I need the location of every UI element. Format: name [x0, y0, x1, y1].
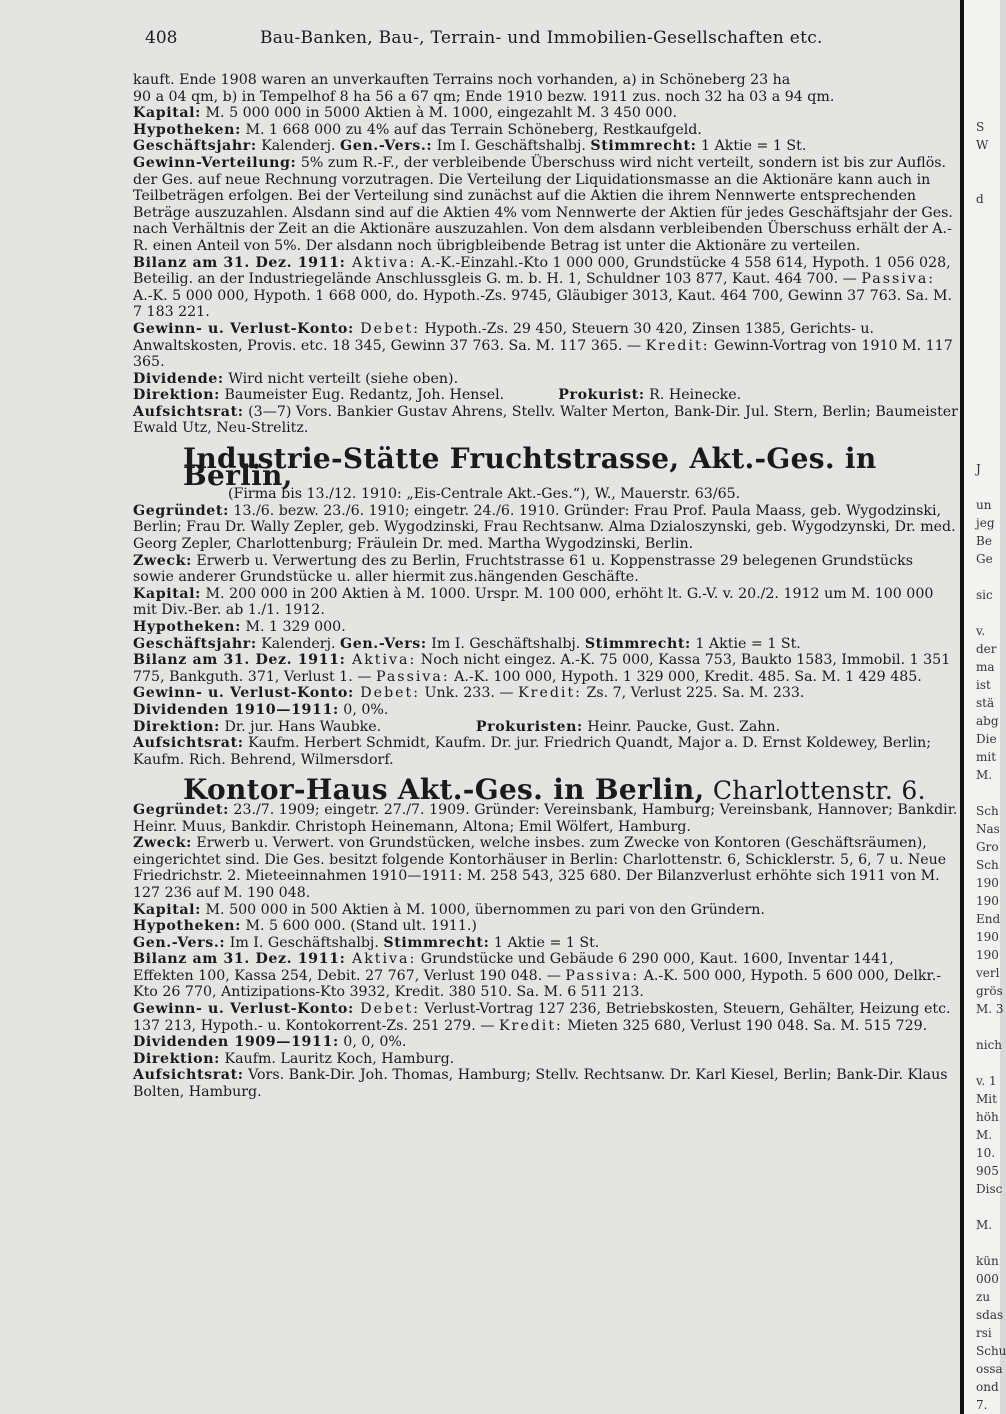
s1-direktion: Direktion: Dr. jur. Hans Waubke. Prokuristen: Heinr. Paucke, Gust. Zahn. — [133, 718, 781, 735]
margin-fragment — [970, 478, 1000, 496]
s1-bilanz: Bilanz am 31. Dez. 1911: Aktiva: Noch nicht eingez. A.-K. 75 000, Kassa 753, Baukto 1583, Immobil. 1 351 775, Bankguth. 371, Verlust 1. — Passiva: A.-K. 100 000, Hypoth. 1 329 000, Kredit. 485. Sa. M. 1 429 485. — [133, 652, 951, 685]
margin-fragment — [970, 262, 1000, 280]
margin-fragment — [970, 370, 1000, 388]
margin-fragment: nich — [976, 1038, 1003, 1052]
margin-fragment: M. — [976, 768, 993, 782]
margin-fragment: mit — [976, 750, 997, 764]
margin-fragment: sic — [976, 588, 993, 602]
prev-kapital: Kapital: M. 5 000 000 in 5000 Aktien à M. 1000, eingezahlt M. 3 450 000. — [133, 105, 677, 122]
margin-fragment: rsi — [976, 1326, 992, 1340]
margin-fragment: ossa — [976, 1362, 1003, 1376]
margin-fragment — [970, 424, 1000, 442]
margin-fragment: jeg — [976, 516, 995, 530]
margin-fragment: zu — [976, 1290, 991, 1304]
s1-kapital: Kapital: M. 200 000 in 200 Aktien à M. 1000. Urspr. M. 100 000, erhöht lt. G.-V. v. 20./2. 1912 um M. 100 000 mit Div.-Ber. ab 1./1. 1912. — [133, 585, 934, 619]
margin-fragment: Die — [976, 732, 997, 746]
margin-fragment: 000 — [976, 1272, 999, 1286]
margin-fragment — [970, 154, 1000, 172]
margin-fragment: ma — [976, 660, 995, 674]
prev-aufsichtsrat: Aufsichtsrat: (3—7) Vors. Bankier Gustav Ahrens, Stellv. Walter Merton, Bank-Dir. Jul. Stern, Berlin; Baumeister Ewald Utz, Neu-Strelitz. — [133, 403, 958, 437]
margin-fragment: Mit — [976, 1092, 997, 1106]
s1-firma: (Firma bis 13./12. 1910: „Eis-Centrale Akt.-Ges.“), W., Mauerstr. 63/65. — [228, 486, 741, 503]
margin-fragment: 190 — [976, 876, 999, 890]
margin-fragment: 190 — [976, 894, 999, 908]
s1-dividenden: Dividenden 1910—1911: 0, 0%. — [133, 701, 389, 718]
margin-fragment: 905 — [976, 1164, 999, 1178]
margin-fragment: Gro — [976, 840, 999, 854]
margin-fragment: ist — [976, 678, 991, 692]
margin-fragment: grös — [976, 984, 1003, 998]
prev-line-1: kauft. Ende 1908 waren an unverkauften Terrains noch vorhanden, a) in Schöneberg 23 ha — [133, 72, 791, 88]
margin-fragment — [970, 1234, 1000, 1252]
margin-fragment: W — [976, 138, 989, 152]
margin-fragment — [970, 226, 1000, 244]
section-title-kontor-haus: Kontor-Haus Akt.-Ges. in Berlin, Charlottenstr. 6. — [183, 773, 926, 807]
margin-fragment: 190 — [976, 948, 999, 962]
prev-line-2: 90 a 04 qm, b) in Tempelhof 8 ha 56 a 67 qm; Ende 1910 bezw. 1911 zus. noch 32 ha 03 a 94 qm. — [133, 88, 835, 105]
margin-fragment: Sch — [976, 858, 999, 872]
margin-fragment: d — [976, 192, 984, 206]
margin-fragment: Ge — [976, 552, 993, 566]
s2-zweck: Zweck: Erwerb u. Verwert. von Grundstücken, welche insbes. zum Zwecke von Kontoren (Geschäftsräumen), eingerichtet sind. Die Ges. besitzt folgende Kontorhäuser in Berlin: Charlottenstr. 6, Schicklerstr. 5, 6, 7 u. Neue Friedrichstr. 2. Mieteeinnahmen 1910—1911: M. 258 543, 325 680. Der Bilanzverlust erhöhte sich 1911 von M. 127 236 auf M. 190 048. — [133, 835, 947, 901]
margin-fragment — [970, 604, 1000, 622]
margin-fragment — [970, 280, 1000, 298]
s2-bilanz: Bilanz am 31. Dez. 1911: Aktiva: Grundstücke und Gebäude 6 290 000, Kaut. 1600, Inventar 1441, Effekten 100, Kassa 254, Debit. 27 767, Verlust 190 048. — Passiva: A.-K. 500 000, Hypoth. 5 600 000, Delkr.-Kto 26 770, Antizipations-Kto 3932, Kredit. 380 510. Sa. M. 6 511 213. — [133, 951, 942, 1001]
s1-hypotheken: Hypotheken: M. 1 329 000. — [133, 619, 346, 635]
s2-hypotheken: Hypotheken: M. 5 600 000. (Stand ult. 1911.) — [133, 918, 477, 935]
margin-fragment: höh — [976, 1110, 999, 1124]
margin-fragment — [970, 316, 1000, 334]
margin-fragment: ond — [976, 1380, 999, 1394]
page-number: 408 — [145, 28, 178, 48]
margin-fragment: M. — [976, 1218, 993, 1232]
s2-gegruendet: Gegründet: 23./7. 1909; eingetr. 27./7. 1909. Gründer: Vereinsbank, Hamburg; Vereinsbank, Hannover; Bankdir. Heinr. Muus, Bankdir. Christoph Heinemann, Altona; Emil Wölfert, Hamburg. — [133, 801, 958, 835]
margin-fragment: kün — [976, 1254, 999, 1268]
s2-direktion: Direktion: Kaufm. Lauritz Koch, Hamburg. — [133, 1050, 455, 1067]
prev-direktion: Direktion: Baumeister Eug. Redantz, Joh. Hensel. Prokurist: R. Heinecke. — [133, 387, 742, 404]
margin-fragment — [970, 1018, 1000, 1036]
s1-gewinn-verlust: Gewinn- u. Verlust-Konto: Debet: Unk. 233. — Kredit: Zs. 7, Verlust 225. Sa. M. 233. — [133, 685, 805, 702]
margin-fragment — [970, 784, 1000, 802]
prev-bilanz: Bilanz am 31. Dez. 1911: Aktiva: A.-K.-Einzahl.-Kto 1 000 000, Grundstücke 4 558 614, Hypoth. 1 056 028, Beteilig. an der Industriegelände Anschlussgleis G. m. b. H. 1, Schuldner 103 877, Kaut. 464 700. — Passiva: A.-K. 5 000 000, Hypoth. 1 668 000, do. Hypoth.-Zs. 9745, Gläubiger 3013, Kaut. 464 700, Gewinn 37 763. Sa. M. 7 183 221. — [133, 254, 952, 321]
margin-fragment — [970, 172, 1000, 190]
margin-fragment — [970, 244, 1000, 262]
margin-fragments — [964, 0, 1006, 1414]
margin-fragment — [970, 298, 1000, 316]
margin-fragment — [970, 352, 1000, 370]
margin-fragment: abg — [976, 714, 999, 728]
margin-fragment: verl — [976, 966, 1000, 980]
running-title: Bau-Banken, Bau-, Terrain- und Immobilien-Gesellschaften etc. — [260, 28, 823, 48]
section-title-industrie-staette: Industrie-Stätte Fruchtstrasse, Akt.-Ges. in Berlin, — [183, 442, 877, 492]
margin-fragment: J — [976, 462, 981, 476]
margin-fragment: End — [976, 912, 1001, 926]
s1-zweck: Zweck: Erwerb u. Verwertung des zu Berlin, Fruchtstrasse 61 u. Koppenstrasse 29 belegenen Grundstücks sowie anderer Grundstücke u. aller hiermit zus.hängenden Geschäfte. — [133, 552, 914, 586]
s2-dividenden: Dividenden 1909—1911: 0, 0, 0%. — [133, 1034, 407, 1051]
margin-fragment: S — [976, 120, 985, 134]
margin-fragment: Sch — [976, 804, 999, 818]
margin-fragment: v. 1 — [976, 1074, 997, 1088]
margin-fragment: un — [976, 498, 992, 512]
margin-fragment: M. — [976, 1128, 993, 1142]
text-column — [133, 72, 958, 1101]
margin-fragment: sdas — [976, 1308, 1004, 1322]
margin-fragment — [970, 406, 1000, 424]
s2-gen-vers: Gen.-Vers.: Im I. Geschäftshalbj. Stimmrecht: 1 Aktie = 1 St. — [133, 934, 600, 951]
margin-fragment: M. 3 — [976, 1002, 1004, 1016]
margin-fragment — [970, 568, 1000, 586]
prev-gewinn-verlust: Gewinn- u. Verlust-Konto: Debet: Hypoth.-Zs. 29 450, Steuern 30 420, Zinsen 1385, Gerichts- u. Anwaltskosten, Provis. etc. 18 345, Gewinn 37 763. Sa. M. 117 365. — Kredit: Gewinn-Vortrag von 1910 M. 117 365. — [133, 320, 953, 371]
s1-aufsichtsrat: Aufsichtsrat: Kaufm. Herbert Schmidt, Kaufm. Dr. jur. Friedrich Quandt, Major a. D. Ernst Koldewey, Berlin; Kaufm. Rich. Behrend, Wilmersdorf. — [133, 735, 932, 768]
prev-dividende: Dividende: Wird nicht verteilt (siehe oben). — [133, 370, 459, 387]
margin-fragment: Schu — [976, 1344, 1006, 1358]
margin-fragment: 7. — [976, 1398, 988, 1412]
margin-fragment: Nas — [976, 822, 1000, 836]
margin-fragment: stä — [976, 696, 995, 710]
s1-gegruendet: Gegründet: 13./6. bezw. 23./6. 1910; eingetr. 24./6. 1910. Gründer: Frau Prof. Paula Maass, geb. Wygodzinski, Berlin; Frau Dr. Wally Zepler, geb. Wygodzinski, Frau Rechtsanw. Alma Dzialoszynski, geb. Wygodzynski, Dr. med. Georg Zepler, Charlottenburg; Fräulein Dr. med. Martha Wygodzinski, Berlin. — [133, 502, 956, 553]
prev-geschaeftsjahr: Geschäftsjahr: Kalenderj. Gen.-Vers.: Im I. Geschäftshalbj. Stimmrecht: 1 Aktie = 1 St. — [133, 138, 807, 155]
s2-kapital: Kapital: M. 500 000 in 500 Aktien à M. 1000, übernommen zu pari von den Gründern. — [133, 901, 765, 918]
margin-fragment — [970, 208, 1000, 226]
margin-fragment: v. — [976, 624, 986, 638]
margin-fragment: 10. — [976, 1146, 996, 1160]
margin-fragment — [970, 334, 1000, 352]
margin-fragment — [970, 1054, 1000, 1072]
margin-fragment — [970, 388, 1000, 406]
margin-fragment: der — [976, 642, 997, 656]
margin-fragment — [970, 442, 1000, 460]
margin-fragment: 190 — [976, 930, 999, 944]
s2-aufsichtsrat: Aufsichtsrat: Vors. Bank-Dir. Joh. Thomas, Hamburg; Stellv. Rechtsanw. Dr. Karl Kiesel, Berlin; Bank-Dir. Klaus Bolten, Hamburg. — [133, 1067, 948, 1101]
s1-geschaeftsjahr: Geschäftsjahr: Kalenderj. Gen.-Vers: Im I. Geschäftshalbj. Stimmrecht: 1 Aktie = 1 St. — [133, 635, 801, 652]
prev-hypotheken: Hypotheken: M. 1 668 000 zu 4% auf das Terrain Schöneberg, Restkaufgeld. — [133, 121, 702, 138]
adjacent-page-margin — [960, 0, 1006, 1414]
margin-fragment — [970, 1198, 1000, 1216]
s2-gewinn-verlust: Gewinn- u. Verlust-Konto: Debet: Verlust-Vortrag 127 236, Betriebskosten, Steuern, Gehälter, Heizung etc. 137 213, Hypoth.- u. Kontokorrent-Zs. 251 279. — Kredit: Mieten 325 680, Verlust 190 048. Sa. M. 515 729. — [133, 1001, 951, 1034]
prev-gewinn-verteilung: Gewinn-Verteilung: 5% zum R.-F., der verbleibende Überschuss wird nicht verteilt, sondern ist bis zur Auflös. der Ges. auf neue Rechnung vorzutragen. Die Verteilung der Liquidationsmasse an die Aktionäre kann auch in Teilbeträgen erfolgen. Bei der Verteilung sind zunächst auf die Aktien die ihrem Nennwerte entsprechenden Beträge auszuzahlen. Alsdann sind auf die Aktien 4% vom Nennwerte der Aktien für jedes Geschäftsjahr der Ges. nach Verhältnis der Zeit an die Aktionäre auszuzahlen. Von dem alsdann verbleibenden Überschuss erhält der A.-R. einen Anteil von 5%. Der alsdann noch übrigbleibende Betrag ist unter die Aktionäre zu verteilen. — [133, 154, 953, 254]
margin-fragment: Disc — [976, 1182, 1003, 1196]
margin-fragment: Be — [976, 534, 992, 548]
